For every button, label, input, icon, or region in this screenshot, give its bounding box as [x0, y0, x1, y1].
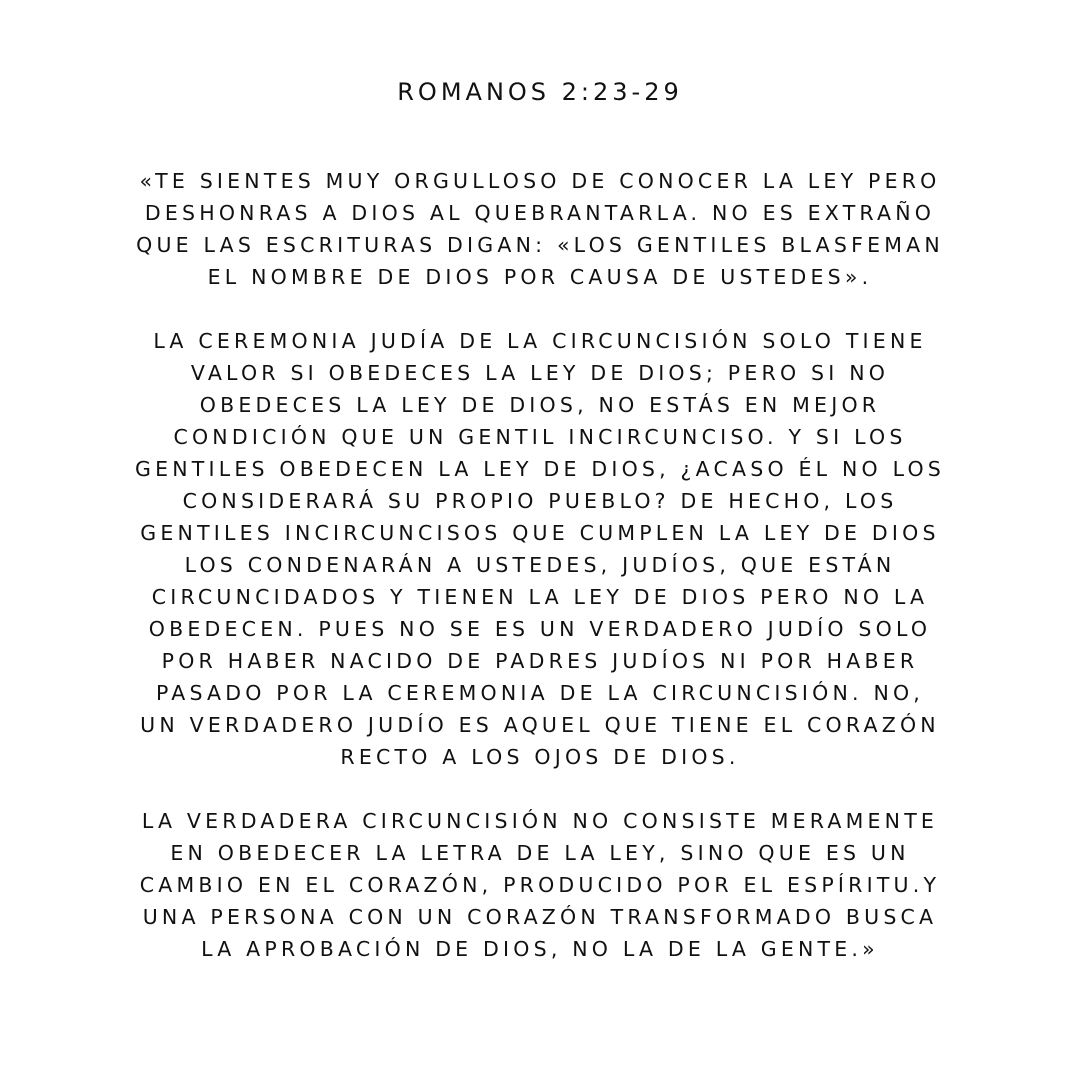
page-title: ROMANOS 2:23-29 [397, 78, 683, 106]
verse-line: CONDICIÓN QUE UN GENTIL INCIRCUNCISO. Y SI LOS [173, 425, 907, 449]
verse-line: CIRCUNCIDADOS Y TIENEN LA LEY DE DIOS PERO NO LA [151, 585, 929, 609]
verse-line: EL NOMBRE DE DIOS POR CAUSA DE USTEDES». [207, 265, 873, 289]
verse-line: LOS CONDENARÁN A USTEDES, JUDÍOS, QUE ESTÁN [184, 553, 896, 577]
verse-line: LA APROBACIÓN DE DIOS, NO LA DE LA GENTE.» [201, 937, 879, 961]
verse-line: GENTILES OBEDECEN LA LEY DE DIOS, ¿ACASO ÉL NO LOS [134, 457, 946, 481]
verse-line: DESHONRAS A DIOS AL QUEBRANTARLA. NO ES EXTRAÑO [144, 201, 936, 225]
verse-line: PASADO POR LA CEREMONIA DE LA CIRCUNCISIÓN. NO, [155, 681, 925, 705]
verse-line: «TE SIENTES MUY ORGULLOSO DE CONOCER LA LEY PERO [139, 169, 941, 193]
verse-line: OBEDECES LA LEY DE DIOS, NO ESTÁS EN MEJOR [199, 393, 881, 417]
verse-line: LA VERDADERA CIRCUNCISIÓN NO CONSISTE MERAMENTE [141, 809, 939, 833]
verse-paragraph-3 [120, 805, 960, 965]
verse-line: POR HABER NACIDO DE PADRES JUDÍOS NI POR HABER [161, 649, 919, 673]
verse-line: QUE LAS ESCRITURAS DIGAN: «LOS GENTILES BLASFEMAN [136, 233, 944, 257]
verse-line: UN VERDADERO JUDÍO ES AQUEL QUE TIENE EL CORAZÓN [140, 713, 940, 737]
verse-line: GENTILES INCIRCUNCISOS QUE CUMPLEN LA LEY DE DIOS [140, 521, 940, 545]
verse-line: CONSIDERARÁ SU PROPIO PUEBLO? DE HECHO, LOS [182, 489, 898, 513]
verse-line: LA CEREMONIA JUDÍA DE LA CIRCUNCISIÓN SOLO TIENE [153, 329, 927, 353]
verse-line: VALOR SI OBEDECES LA LEY DE DIOS; PERO SI NO [190, 361, 890, 385]
verse-line: CAMBIO EN EL CORAZÓN, PRODUCIDO POR EL ESPÍRITU.Y [139, 873, 941, 897]
verse-paragraph-2 [120, 325, 960, 773]
verse-line: EN OBEDECER LA LETRA DE LA LEY, SINO QUE ES UN [170, 841, 910, 865]
verse-line: RECTO A LOS OJOS DE DIOS. [340, 745, 740, 769]
verse-line: UNA PERSONA CON UN CORAZÓN TRANSFORMADO BUSCA [142, 905, 938, 929]
verse-paragraph-1 [120, 165, 960, 293]
verse-line: OBEDECEN. PUES NO SE ES UN VERDADERO JUDÍO SOLO [148, 617, 932, 641]
